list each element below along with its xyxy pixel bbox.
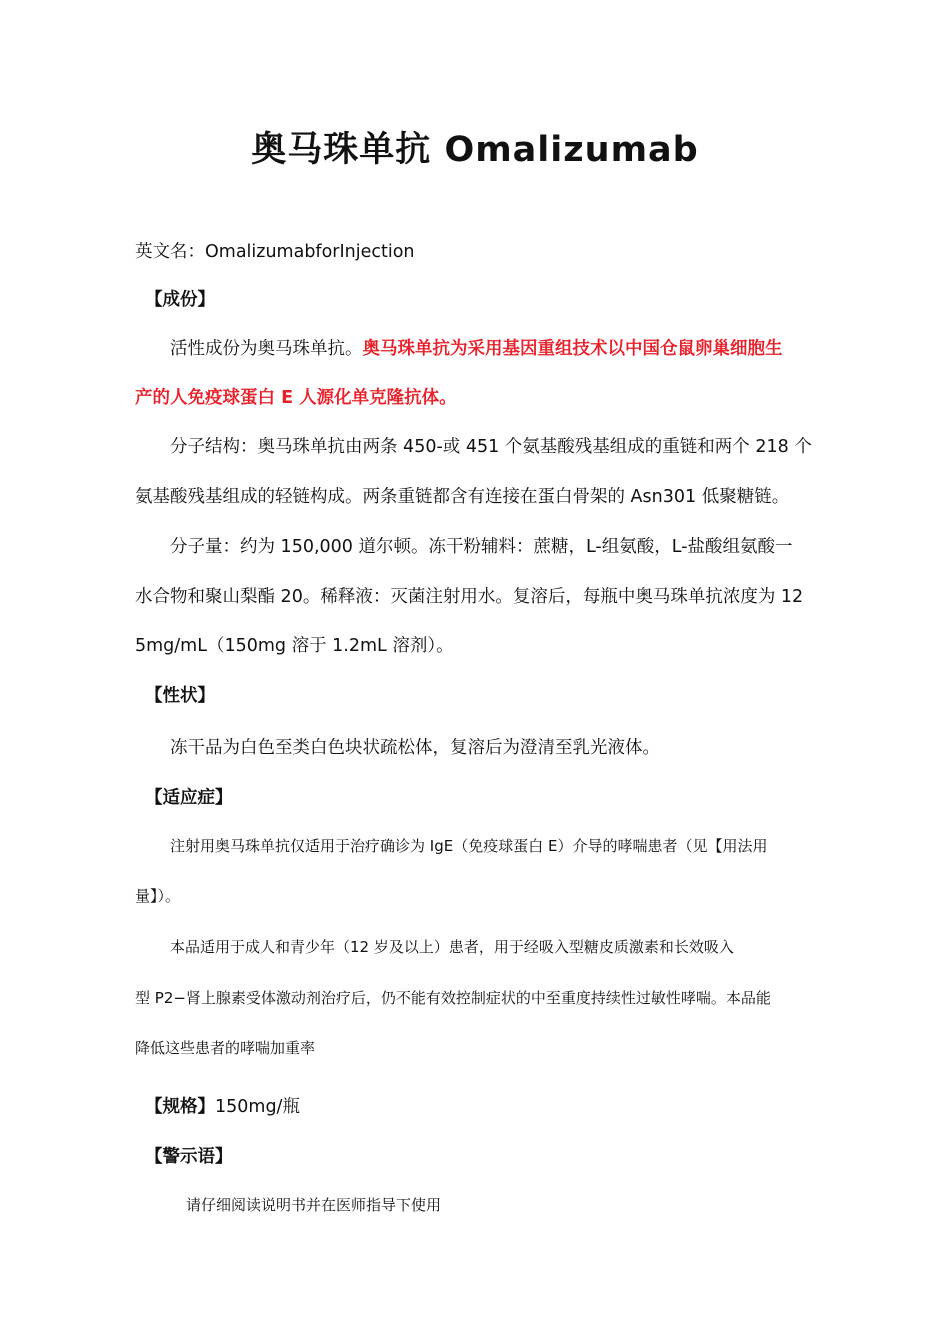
indications-line-5: 降低这些患者的哮喘加重率 (135, 1039, 316, 1057)
indications-line-1: 注射用奥马珠单抗仅适用于治疗确诊为 IgE（免疫球蛋白 E）介导的哮喘患者（见【用法用 (170, 837, 768, 855)
indications-line-2: 量】）。 (135, 887, 181, 905)
english-name: 英文名：OmalizumabforInjection (135, 242, 415, 262)
composition-highlight: 奥马珠单抗为采用基因重组技术以中国仓鼠卵巢细胞生 (362, 339, 783, 359)
indications-line-4: 型 P2−肾上腺素受体激动剂治疗后，仍不能有效控制症状的中至重度持续性过敏性哮喘。本品能 (135, 989, 771, 1007)
warning-heading: 【警示语】 (145, 1147, 233, 1167)
description-text: 冻干品为白色至类白色块状疏松体，复溶后为澄清至乳光液体。 (170, 738, 660, 758)
molecular-structure-line-2: 氨基酸残基组成的轻链构成。两条重链都含有连接在蛋白骨架的 Asn301 低聚糖链。 (135, 487, 790, 507)
molecular-weight-line-2: 水合物和聚山梨酯 20。稀释液：灭菌注射用水。复溶后，每瓶中奥马珠单抗浓度为 12 (135, 587, 804, 607)
composition-highlight-cont: 产的人免疫球蛋白 E 人源化单克隆抗体。 (135, 388, 457, 408)
specification-heading: 【规格】 (145, 1097, 215, 1117)
document-title: 奥马珠单抗 Omalizumab (251, 130, 699, 170)
specification-line (145, 1093, 300, 1118)
molecular-weight-line-1: 分子量：约为 150,000 道尔顿。冻干粉辅料：蔗糖，L-组氨酸，L-盐酸组氨酸一 (170, 537, 793, 557)
warning-text: 请仔细阅读说明书并在医师指导下使用 (186, 1196, 442, 1214)
molecular-weight-line-3: 5mg/mL（150mg 溶于 1.2mL 溶剂）。 (135, 636, 454, 656)
molecular-structure-line-1: 分子结构：奥马珠单抗由两条 450-或 451 个氨基酸残基组成的重链和两个 218 个 (170, 437, 812, 457)
indications-line-3: 本品适用于成人和青少年（12 岁及以上）患者，用于经吸入型糖皮质激素和长效吸入 (170, 938, 734, 956)
description-heading: 【性状】 (145, 686, 215, 706)
indications-heading: 【适应症】 (145, 788, 233, 808)
composition-heading: 【成份】 (145, 290, 215, 310)
composition-active-ingredient: 活性成份为奥马珠单抗。 (170, 339, 363, 359)
composition-paragraph-1 (170, 335, 783, 360)
specification-value: 150mg/瓶 (215, 1097, 300, 1117)
